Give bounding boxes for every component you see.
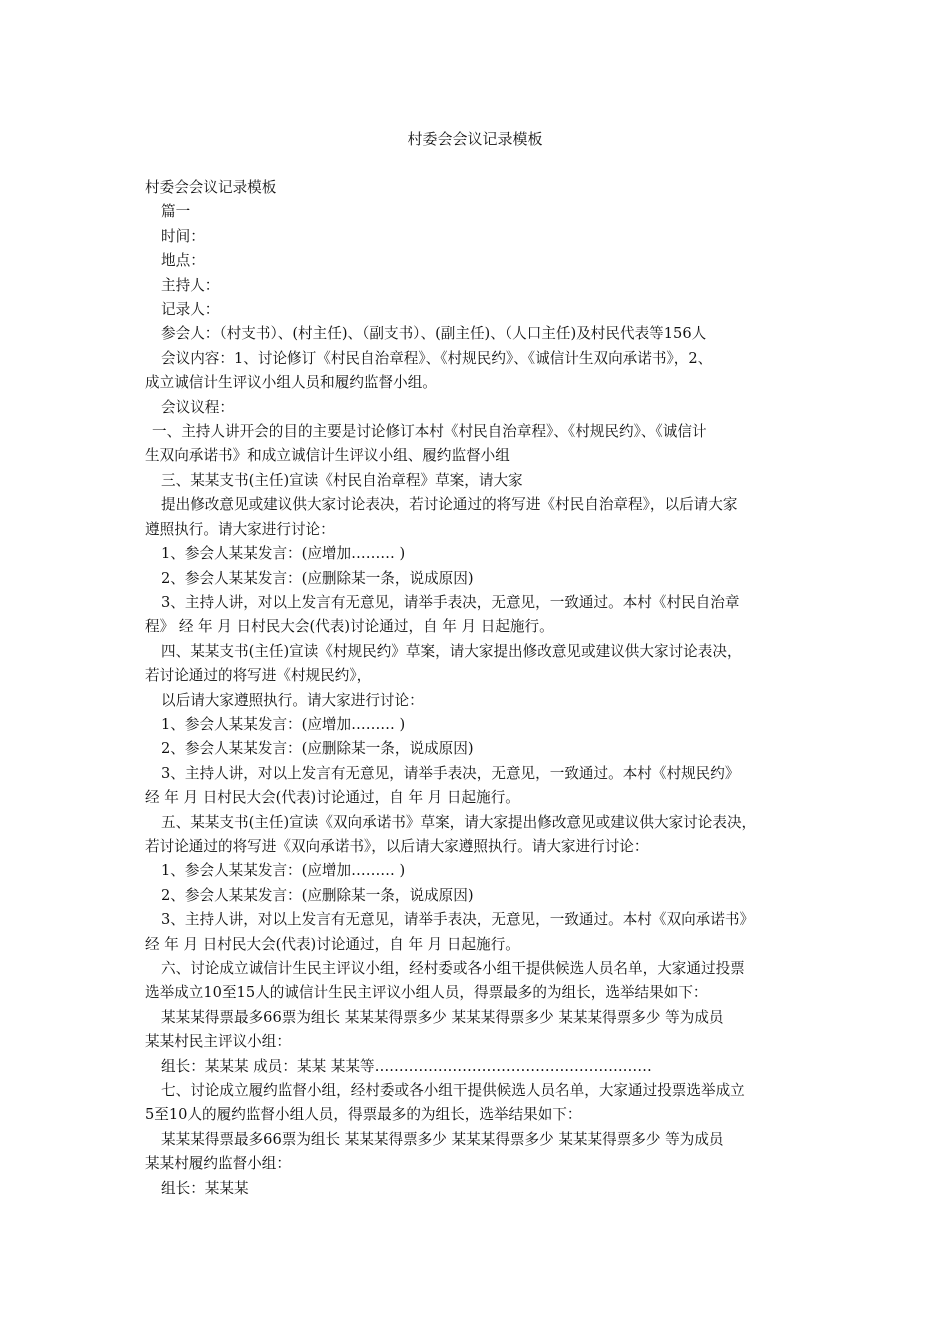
text-line: 若讨论通过的将写进《双向承诺书》，以后请大家遵照执行。请大家进行讨论： xyxy=(145,837,649,855)
text-line: 1、参会人某某发言：(应增加……… ) xyxy=(161,862,406,880)
text-line: 组长：某某某 成员：某某 某某等………………………………………………… xyxy=(161,1057,652,1075)
text-line: 提出修改意见或建议供大家讨论表决，若讨论通过的将写进《村民自治章程》，以后请大家 xyxy=(161,496,738,514)
text-line: 3、主持人讲，对以上发言有无意见，请举手表决，无意见，一致通过。本村《村规民约》 xyxy=(161,764,740,782)
text-line: 选举成立10至15人的诚信计生民主评议小组人员，得票最多的为组长，选举结果如下： xyxy=(145,984,708,1002)
document-body xyxy=(145,176,810,1201)
text-line: 五、某某支书(主任)宣读《双向承诺书》草案，请大家提出修改意见或建议供大家讨论表决， xyxy=(161,813,757,831)
text-line: 六、讨论成立诚信计生民主评议小组，经村委或各小组干提供候选人员名单，大家通过投票 xyxy=(161,960,745,977)
text-line: 村委会会议记录模板 xyxy=(145,179,277,196)
text-line: 2、参会人某某发言：(应删除某一条，说成原因) xyxy=(161,740,474,758)
text-line: 篇一 xyxy=(161,203,191,221)
text-line: 会议内容：1、讨论修订《村民自治章程》、《村规民约》、《诚信计生双向承诺书》，2、 xyxy=(161,349,713,367)
text-line: 3、主持人讲，对以上发言有无意见，请举手表决，无意见，一致通过。本村《村民自治章 xyxy=(161,593,740,611)
text-line: 成立诚信计生评议小组人员和履约监督小组。 xyxy=(145,374,437,392)
text-line: 参会人：（村支书）、(村主任)、（副支书）、(副主任)、（人口主任)及村民代表等156人 xyxy=(161,325,707,343)
text-line: 某某村履约监督小组： xyxy=(145,1155,291,1173)
text-line: 若讨论通过的将写进《村规民约》， xyxy=(145,667,372,685)
text-line: 会议议程： xyxy=(161,398,234,416)
text-line: 某某村民主评议小组： xyxy=(145,1033,291,1051)
text-line: 遵照执行。请大家进行讨论： xyxy=(145,520,335,538)
text-line: 2、参会人某某发言：(应删除某一条，说成原因) xyxy=(161,886,474,904)
text-line: 时间： xyxy=(161,227,205,245)
text-line: 七、讨论成立履约监督小组，经村委或各小组干提供候选人员名单，大家通过投票选举成立 xyxy=(161,1082,745,1100)
text-line: 5至10人的履约监督小组人员，得票最多的为组长，选举结果如下： xyxy=(145,1106,582,1124)
text-line: 以后请大家遵照执行。请大家进行讨论： xyxy=(161,691,424,709)
text-line: 三、某某支书(主任)宣读《村民自治章程》草案，请大家 xyxy=(161,471,523,489)
text-line: 1、参会人某某发言：(应增加……… ) xyxy=(161,545,406,563)
text-line: 生双向承诺书》和成立诚信计生评议小组、履约监督小组 xyxy=(145,447,510,465)
text-line: 某某某得票最多66票为组长 某某某得票多少 某某某得票多少 某某某得票多少 等为成员 xyxy=(161,1130,724,1148)
document-title: 村委会会议记录模板 xyxy=(407,130,543,148)
text-line: 2、参会人某某发言：(应删除某一条，说成原因) xyxy=(161,569,474,587)
text-line: 一、主持人讲开会的目的主要是讨论修订本村《村民自治章程》、《村规民约》、《诚信计 xyxy=(152,423,707,441)
text-line: 组长：某某某 xyxy=(161,1179,249,1197)
text-line: 3、主持人讲，对以上发言有无意见，请举手表决，无意见，一致通过。本村《双向承诺书》 xyxy=(161,911,755,929)
text-line: 某某某得票最多66票为组长 某某某得票多少 某某某得票多少 某某某得票多少 等为成员 xyxy=(161,1008,724,1026)
text-line: 记录人： xyxy=(161,301,220,319)
text-line: 四、某某支书(主任)宣读《村规民约》草案，请大家提出修改意见或建议供大家讨论表决， xyxy=(161,642,742,660)
text-line: 程》 经 年 月 日村民大会(代表)讨论通过，自 年 月 日起施行。 xyxy=(145,618,554,636)
text-line: 1、参会人某某发言：(应增加……… ) xyxy=(161,715,406,733)
text-line: 主持人： xyxy=(161,276,220,294)
text-line: 经 年 月 日村民大会(代表)讨论通过，自 年 月 日起施行。 xyxy=(145,935,520,953)
text-line: 地点： xyxy=(161,252,205,270)
text-line: 经 年 月 日村民大会(代表)讨论通过，自 年 月 日起施行。 xyxy=(145,789,520,807)
